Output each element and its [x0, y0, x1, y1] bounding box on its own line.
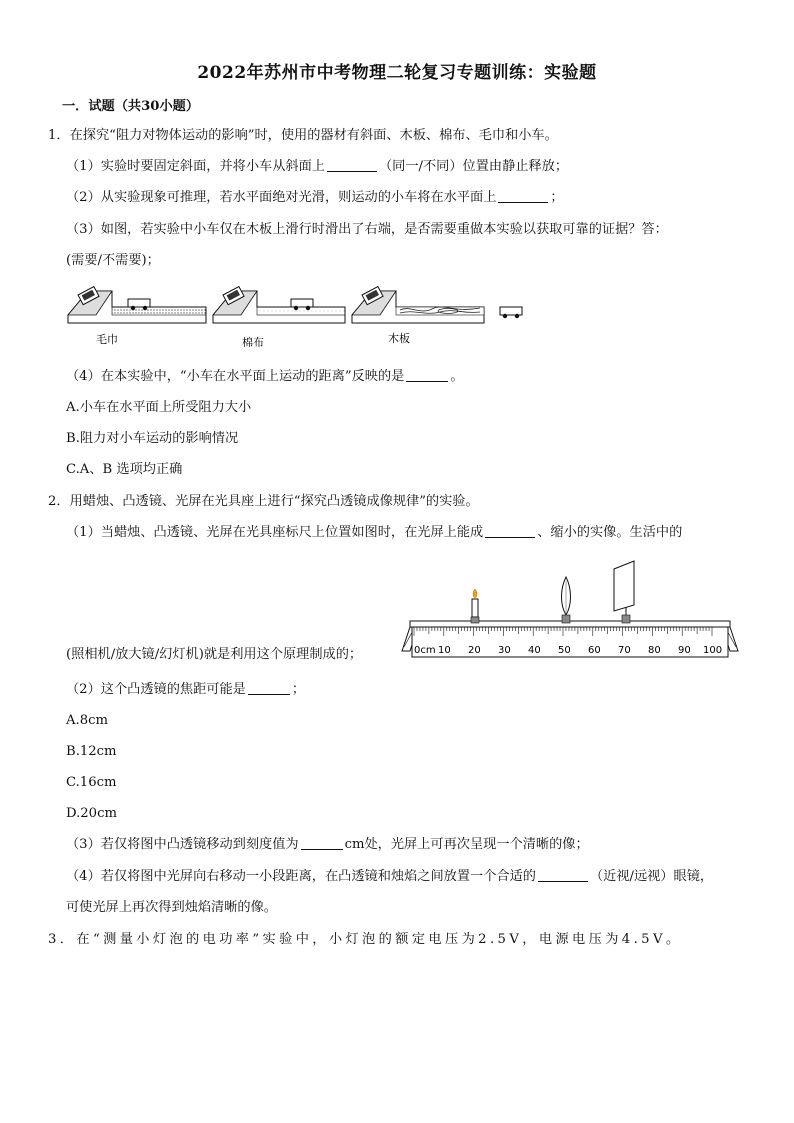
- answer-blank[interactable]: [301, 836, 343, 850]
- cart-icon: [500, 307, 522, 318]
- q2-part2: （2）这个凸透镜的焦距可能是 ；: [66, 682, 306, 697]
- answer-blank[interactable]: [248, 681, 290, 695]
- q1-part3: （3）如图，若实验中小车仅在木板上滑行时滑出了右端，是否需要重做本实验以获取可靠的证据？答：: [66, 222, 668, 237]
- answer-blank[interactable]: [327, 158, 377, 172]
- light-screen-icon: [614, 561, 634, 623]
- q1-option-a[interactable]: A.小车在水平面上所受阻力大小: [66, 400, 252, 415]
- ruler-label: 70: [618, 645, 631, 656]
- incline-figure: [66, 285, 526, 347]
- q1-part2: （2）从实验现象可推理，若水平面绝对光滑，则运动的小车将在水平面上 ；: [66, 190, 564, 205]
- q3-stem: 3．在“测量小灯泡的电功率”实验中，小灯泡的额定电压为2.5V，电源电压为4.5V。: [48, 932, 683, 947]
- ruler-label: 40: [528, 645, 541, 656]
- wood-setup: [352, 287, 484, 323]
- q1-part3-options: (需要/不需要)；: [66, 253, 160, 268]
- section-heading: 一．试题（共30小题）: [62, 99, 200, 114]
- q1-stem: 1．在探究“阻力对物体运动的影响”时，使用的器材有斜面、木板、棉布、毛巾和小车。: [48, 128, 558, 143]
- answer-blank[interactable]: [485, 524, 535, 538]
- cotton-setup: [213, 287, 345, 323]
- q2-part1: （1）当蜡烛、凸透镜、光屏在光具座标尺上位置如图时，在光屏上能成 、缩小的实像。生活中的: [66, 525, 683, 540]
- ruler-label: 90: [678, 645, 691, 656]
- q1-part4: （4）在本实验中，“小车在水平面上运动的距离”反映的是 。: [66, 369, 464, 384]
- q2-option-d[interactable]: D.20cm: [66, 806, 117, 821]
- convex-lens-icon: [562, 577, 571, 623]
- q2-stem: 2．用蜡烛、凸透镜、光屏在光具座上进行“探究凸透镜成像规律”的实验。: [48, 494, 479, 509]
- ruler-label: 20: [468, 645, 481, 656]
- q2-part3: （3）若仅将图中凸透镜移动到刻度值为 cm处，光屏上可再次呈现一个清晰的像；: [66, 837, 589, 852]
- label-towel: 毛巾: [96, 333, 118, 346]
- ruler-label: 0cm: [414, 645, 436, 656]
- optical-bench-figure: [398, 555, 742, 659]
- q2-option-b[interactable]: B.12cm: [66, 744, 117, 759]
- q1-part1: （1）实验时要固定斜面，并将小车从斜面上 （同一/不同）位置由静止释放；: [66, 159, 569, 174]
- ruler-label: 100: [703, 645, 723, 656]
- towel-setup: [68, 287, 206, 323]
- q2-option-a[interactable]: A.8cm: [66, 713, 108, 728]
- q2-option-c[interactable]: C.16cm: [66, 775, 117, 790]
- candle-icon: [471, 589, 479, 623]
- answer-blank[interactable]: [498, 189, 548, 203]
- q1-option-c[interactable]: C.A、B 选项均正确: [66, 462, 183, 477]
- ruler-label: 50: [558, 645, 571, 656]
- ruler-label: 60: [588, 645, 601, 656]
- q2-part4: （4）若仅将图中光屏向右移动一小段距离，在凸透镜和烛焰之间放置一个合适的 （近视/远视）眼镜，: [66, 869, 714, 884]
- ruler-label: 30: [498, 645, 511, 656]
- answer-blank[interactable]: [538, 868, 588, 882]
- label-wood: 木板: [388, 332, 410, 345]
- q2-part1-cont: (照相机/放大镜/幻灯机)就是利用这个原理制成的；: [66, 647, 363, 662]
- q2-part4-cont: 可使光屏上再次得到烛焰清晰的像。: [66, 900, 277, 915]
- ruler-label: 10: [438, 645, 451, 656]
- q1-option-b[interactable]: B.阻力对小车运动的影响情况: [66, 431, 239, 446]
- answer-blank[interactable]: [406, 368, 448, 382]
- ruler-label: 80: [648, 645, 661, 656]
- page-title: 2022年苏州市中考物理二轮复习专题训练：实验题: [197, 63, 597, 83]
- label-cotton: 棉布: [242, 336, 264, 347]
